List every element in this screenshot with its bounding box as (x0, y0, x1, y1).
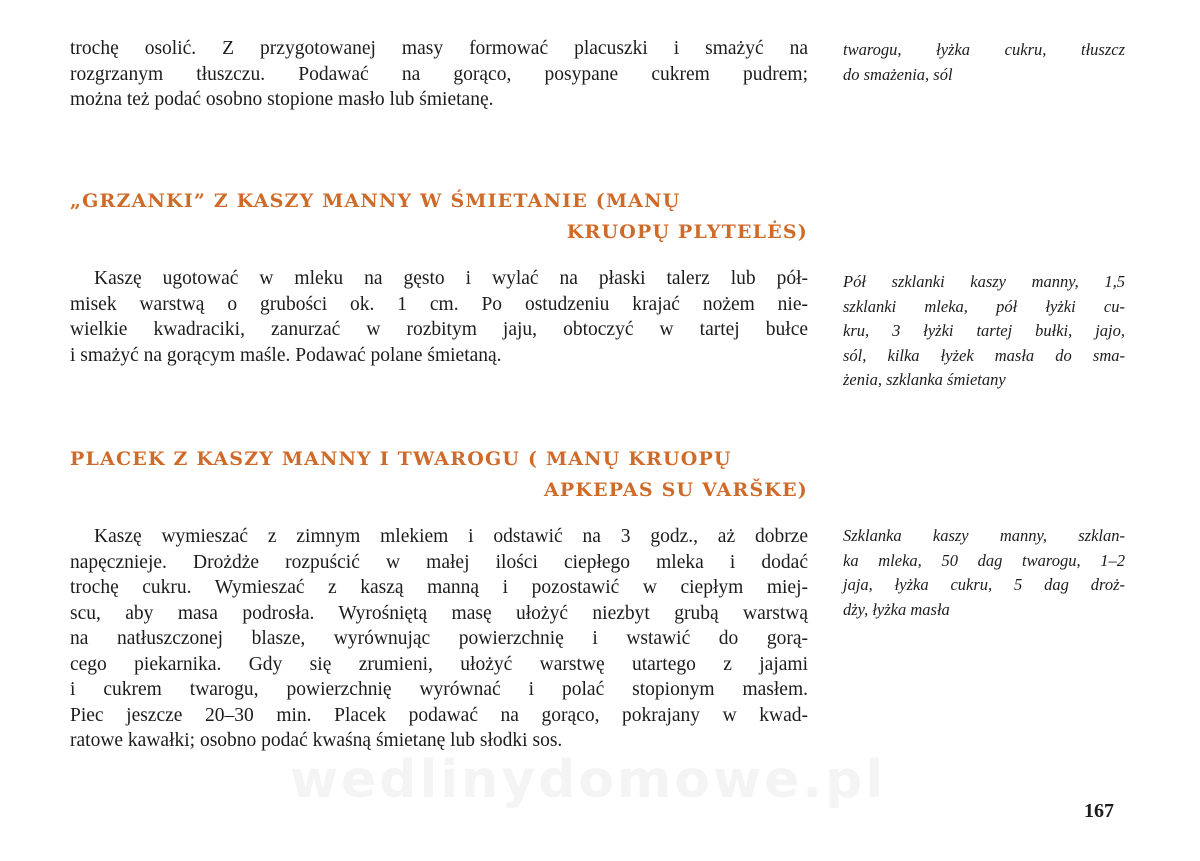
title-line: PLACEK Z KASZY MANNY I TWAROGU ( MANŲ KRUOPŲ (70, 448, 732, 470)
text-line: trochę osolić. Z przygotowanej masy formować placuszki i smażyć na (70, 38, 808, 59)
ingredient-line: szklanki mleka, pół łyżki cu- (843, 296, 1125, 316)
recipe-title-grzanki (70, 186, 808, 248)
recipe-body-grzanki (70, 266, 808, 368)
ingredient-line: żenia, szklanka śmietany (843, 370, 1006, 390)
recipe-ingredients-grzanki (843, 270, 1125, 393)
title-line: KRUOPŲ PLYTELĖS) (566, 221, 808, 243)
text-line: Kaszę ugotować w mleku na gęsto i wylać na płaski talerz lub pół- (94, 268, 808, 289)
text-line: cego piekarnika. Gdy się zrumieni, ułożyć warstwę utartego z jajami (70, 653, 808, 675)
text-line: można też podać osobno stopione masło lub śmietanę. (70, 89, 494, 110)
text-line: Piec jeszcze 20–30 min. Placek podawać na gorąco, pokrajany w kwad- (70, 704, 808, 726)
title-line: „GRZANKI” Z KASZY MANNY W ŚMIETANIE (MANŲ (70, 190, 681, 212)
text-line: na natłuszczonej blasze, wyrównując powierzchnię i wstawić do gorą- (70, 628, 808, 649)
text-line: i smażyć na gorącym maśle. Podawać polane śmietaną. (70, 344, 502, 366)
ingredient-line: ka mleka, 50 dag twarogu, 1–2 (843, 550, 1125, 570)
ingredient-line: Pół szklanki kaszy manny, 1,5 (843, 272, 1125, 291)
intro-paragraph (70, 36, 808, 113)
recipe-body-placek (70, 524, 808, 754)
watermark: wedlinydomowe.pl (290, 750, 887, 810)
intro-ingredients (843, 38, 1125, 87)
text-line: trochę cukru. Wymieszać z kaszą manną i pozostawić w ciepłym miej- (70, 577, 808, 598)
title-line: APKEPAS SU VARŠKE) (543, 479, 808, 501)
text-line: rozgrzanym tłuszczu. Podawać na gorąco, posypane cukrem pudrem; (70, 63, 808, 85)
ingredient-line: jaja, łyżka cukru, 5 dag droż- (843, 575, 1125, 595)
ingredient-line: kru, 3 łyżki tartej bułki, jajo, (843, 321, 1125, 341)
page-number: 167 (1084, 800, 1114, 822)
ingredient-line: sól, kilka łyżek masła do sma- (843, 345, 1125, 365)
ingredient-line: Szklanka kaszy manny, szklan- (843, 526, 1125, 545)
text-line: Kaszę wymieszać z zimnym mlekiem i odstawić na 3 godz., aż dobrze (94, 526, 808, 547)
text-line: ratowe kawałki; osobno podać kwaśną śmietanę lub słodki sos. (70, 730, 563, 751)
text-line: misek warstwą o grubości ok. 1 cm. Po ostudzeniu krajać nożem nie- (70, 293, 808, 315)
text-line: wielkie kwadraciki, zanurzać w rozbitym jaju, obtoczyć w tartej bułce (70, 319, 808, 340)
text-line: napęcznieje. Drożdże rozpuścić w małej ilości ciepłego mleka i dodać (70, 551, 808, 573)
text-line: scu, aby masa podrosła. Wyrośniętą masę ułożyć niezbyt grubą warstwą (70, 602, 808, 624)
ingredient-line: twarogu, łyżka cukru, tłuszcz (843, 40, 1125, 59)
recipe-title-placek (70, 444, 808, 506)
ingredient-line: dży, łyżka masła (843, 599, 950, 619)
text-line: i cukrem twarogu, powierzchnię wyrównać i polać stopionym masłem. (70, 679, 808, 700)
ingredient-line: do smażenia, sól (843, 64, 953, 84)
recipe-ingredients-placek (843, 524, 1125, 622)
